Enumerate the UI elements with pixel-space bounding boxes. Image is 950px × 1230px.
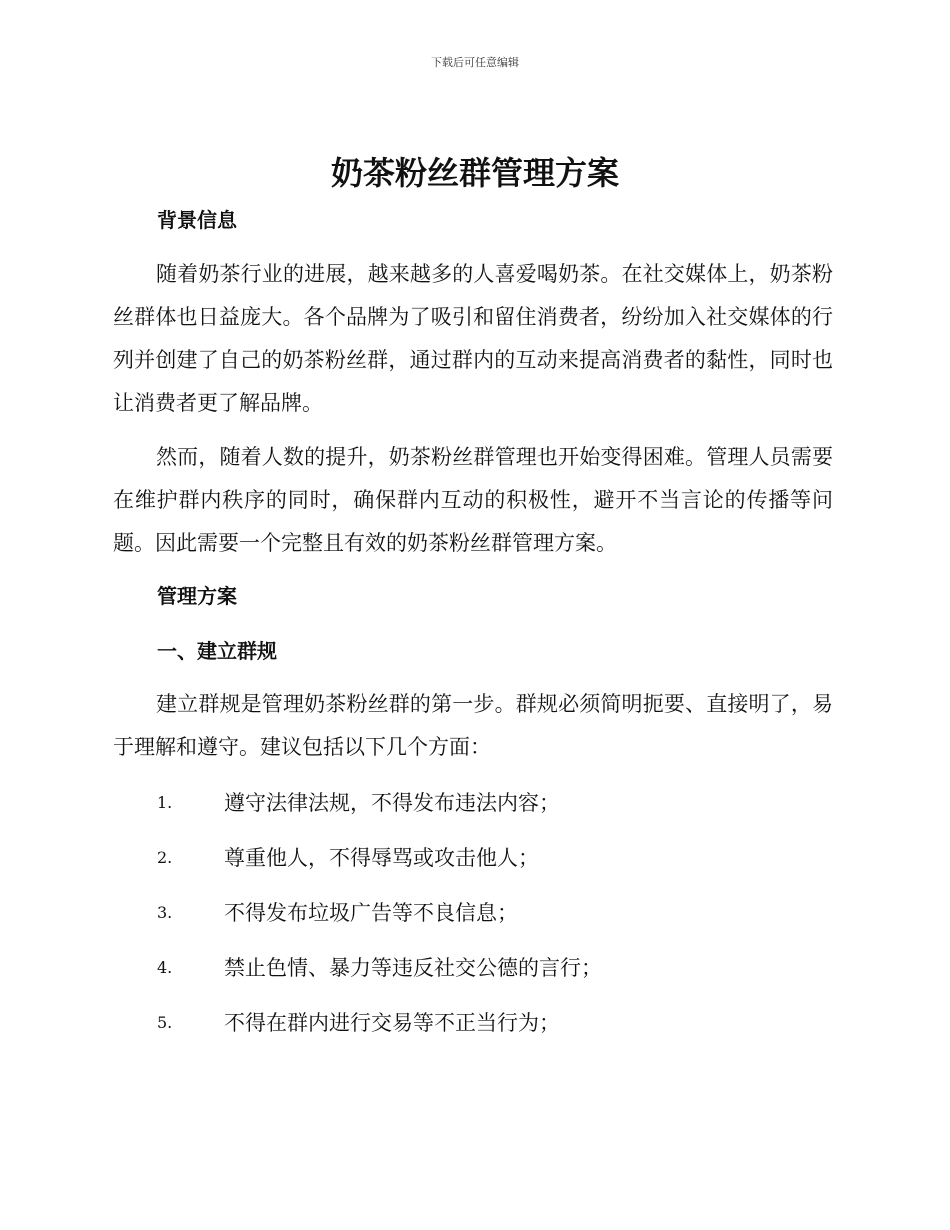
page-header-note: 下载后可任意编辑 — [431, 56, 519, 69]
background-paragraph-1: 随着奶茶行业的进展，越来越多的人喜爱喝奶茶。在社交媒体上，奶茶粉丝群体也日益庞大。各个品牌为了吸引和留住消费者，纷纷加入社交媒体的行列并创建了自己的奶茶粉丝群，通过群内的互动来提高消费者的黏性，同时也让消费者更了解品牌。 — [113, 262, 833, 415]
rules-paragraph: 建立群规是管理奶茶粉丝群的第一步。群规必须简明扼要、直接明了，易于理解和遵守。建议包括以下几个方面： — [113, 692, 833, 759]
list-item — [157, 842, 837, 874]
list-item-number: 4. — [157, 958, 173, 977]
list-item-text: 不得在群内进行交易等不正当行为； — [224, 1011, 560, 1035]
list-item — [157, 952, 837, 984]
section-heading-background: 背景信息 — [157, 208, 237, 232]
list-item-number: 2. — [157, 848, 173, 867]
list-item — [157, 787, 837, 819]
list-item-number: 5. — [157, 1013, 173, 1032]
list-item-number: 3. — [157, 903, 173, 922]
list-item-text: 不得发布垃圾广告等不良信息； — [224, 901, 518, 925]
list-item-text: 遵守法律法规，不得发布违法内容； — [224, 791, 560, 815]
list-item — [157, 897, 837, 929]
section-heading-rules: 一、建立群规 — [157, 639, 277, 663]
document-title: 奶茶粉丝群管理方案 — [330, 154, 619, 192]
list-item — [157, 1007, 837, 1039]
list-item-text: 尊重他人，不得辱骂或攻击他人； — [224, 846, 539, 870]
list-item-number: 1. — [157, 793, 173, 812]
list-item-text: 禁止色情、暴力等违反社交公德的言行； — [224, 956, 602, 980]
section-heading-plan: 管理方案 — [157, 584, 237, 608]
background-paragraph-2: 然而，随着人数的提升，奶茶粉丝群管理也开始变得困难。管理人员需要在维护群内秩序的同时，确保群内互动的积极性，避开不当言论的传播等问题。因此需要一个完整且有效的奶茶粉丝群管理方案。 — [113, 445, 833, 555]
